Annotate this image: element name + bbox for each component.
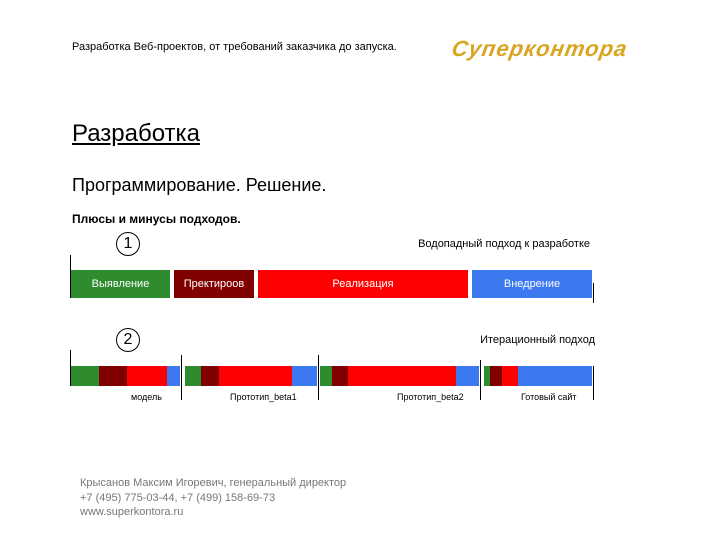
- waterfall-phase-deployment: Внедрение: [472, 270, 592, 298]
- iteration-divider: [593, 366, 594, 400]
- iteration-divider: [181, 355, 182, 400]
- iteration-1-implementation: [127, 366, 167, 386]
- waterfall-phase-discovery: Выявление: [71, 270, 170, 298]
- waterfall-phase-design: Пректироов: [174, 270, 254, 298]
- waterfall-phase-implementation: Реализация: [258, 270, 468, 298]
- waterfall-end-line: [593, 283, 594, 303]
- milestone-label: Прототип_beta2: [397, 392, 464, 402]
- footer-name: Крысанов Максим Игоревич, генеральный директор: [80, 477, 347, 489]
- iteration-2-design: [201, 366, 219, 386]
- iteration-3-design: [332, 366, 348, 386]
- footer-website: www.superkontora.ru: [80, 506, 184, 518]
- iteration-3-discovery: [320, 366, 332, 386]
- iteration-1-discovery: [71, 366, 99, 386]
- iteration-2-discovery: [185, 366, 201, 386]
- iterative-label: Итерационный подход: [480, 334, 595, 346]
- header-text: Разработка Веб-проектов, от требований заказчика до запуска.: [72, 41, 397, 53]
- milestone-label: модель: [131, 392, 162, 402]
- iteration-4-design: [490, 366, 502, 386]
- waterfall-label: Водопадный подход к разработке: [418, 238, 590, 250]
- iteration-1-design: [99, 366, 127, 386]
- waterfall-number-badge: 1: [116, 232, 140, 256]
- iteration-3-deployment: [456, 366, 479, 386]
- company-logo: Суперконтора: [449, 36, 630, 61]
- iterative-number-badge: 2: [116, 328, 140, 352]
- milestone-label: Прототип_beta1: [230, 392, 297, 402]
- iteration-3-implementation: [348, 366, 456, 386]
- iteration-1-deployment: [167, 366, 180, 386]
- iteration-4-implementation: [502, 366, 518, 386]
- slide-subtitle: Программирование. Решение.: [72, 175, 327, 195]
- iteration-2-deployment: [292, 366, 317, 386]
- footer-phones: +7 (495) 775-03-44, +7 (499) 158-69-73: [80, 492, 276, 504]
- milestone-label: Готовый сайт: [521, 392, 577, 402]
- iteration-2-implementation: [219, 366, 292, 386]
- iteration-4-deployment: [518, 366, 592, 386]
- section-heading: Плюсы и минусы подходов.: [72, 212, 241, 226]
- slide-title: Разработка: [72, 120, 200, 147]
- iteration-divider: [318, 355, 319, 400]
- iteration-divider: [480, 360, 481, 400]
